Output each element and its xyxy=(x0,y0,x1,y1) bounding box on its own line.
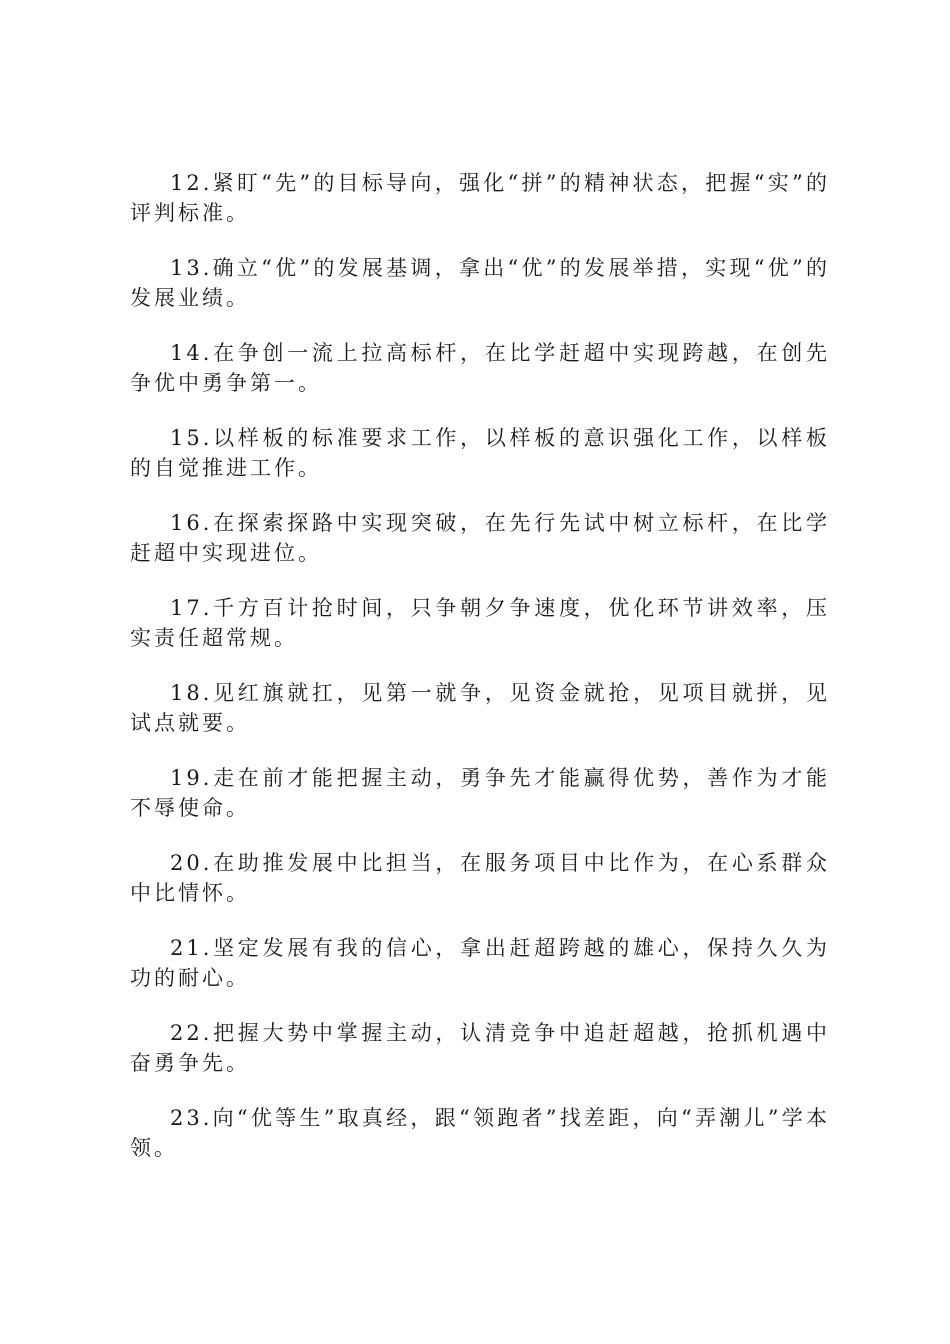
paragraph-15: 15.以样板的标准要求工作，以样板的意识强化工作，以样板的自觉推进工作。 xyxy=(130,426,830,480)
paragraph-18: 18.见红旗就扛，见第一就争，见资金就抢，见项目就拼，见试点就要。 xyxy=(130,681,830,735)
paragraph-12: 12.紧盯“先”的目标导向，强化“拼”的精神状态，把握“实”的评判标准。 xyxy=(130,171,830,225)
paragraph-19: 19.走在前才能把握主动，勇争先才能赢得优势，善作为才能不辱使命。 xyxy=(130,766,830,820)
paragraph-20: 20.在助推发展中比担当，在服务项目中比作为，在心系群众中比情怀。 xyxy=(130,851,830,905)
paragraph-16: 16.在探索探路中实现突破，在先行先试中树立标杆，在比学赶超中实现进位。 xyxy=(130,511,830,565)
paragraph-14: 14.在争创一流上拉高标杆，在比学赶超中实现跨越，在创先争优中勇争第一。 xyxy=(130,341,830,395)
paragraph-17: 17.千方百计抢时间，只争朝夕争速度，优化环节讲效率，压实责任超常规。 xyxy=(130,596,830,650)
document-body xyxy=(130,168,830,1188)
paragraph-22: 22.把握大势中掌握主动，认清竞争中追赶超越，抢抓机遇中奋勇争先。 xyxy=(130,1021,830,1075)
paragraph-23: 23.向“优等生”取真经，跟“领跑者”找差距，向“弄潮儿”学本领。 xyxy=(130,1106,830,1160)
paragraph-21: 21.坚定发展有我的信心，拿出赶超跨越的雄心，保持久久为功的耐心。 xyxy=(130,936,830,990)
paragraph-13: 13.确立“优”的发展基调，拿出“优”的发展举措，实现“优”的发展业绩。 xyxy=(130,256,830,310)
